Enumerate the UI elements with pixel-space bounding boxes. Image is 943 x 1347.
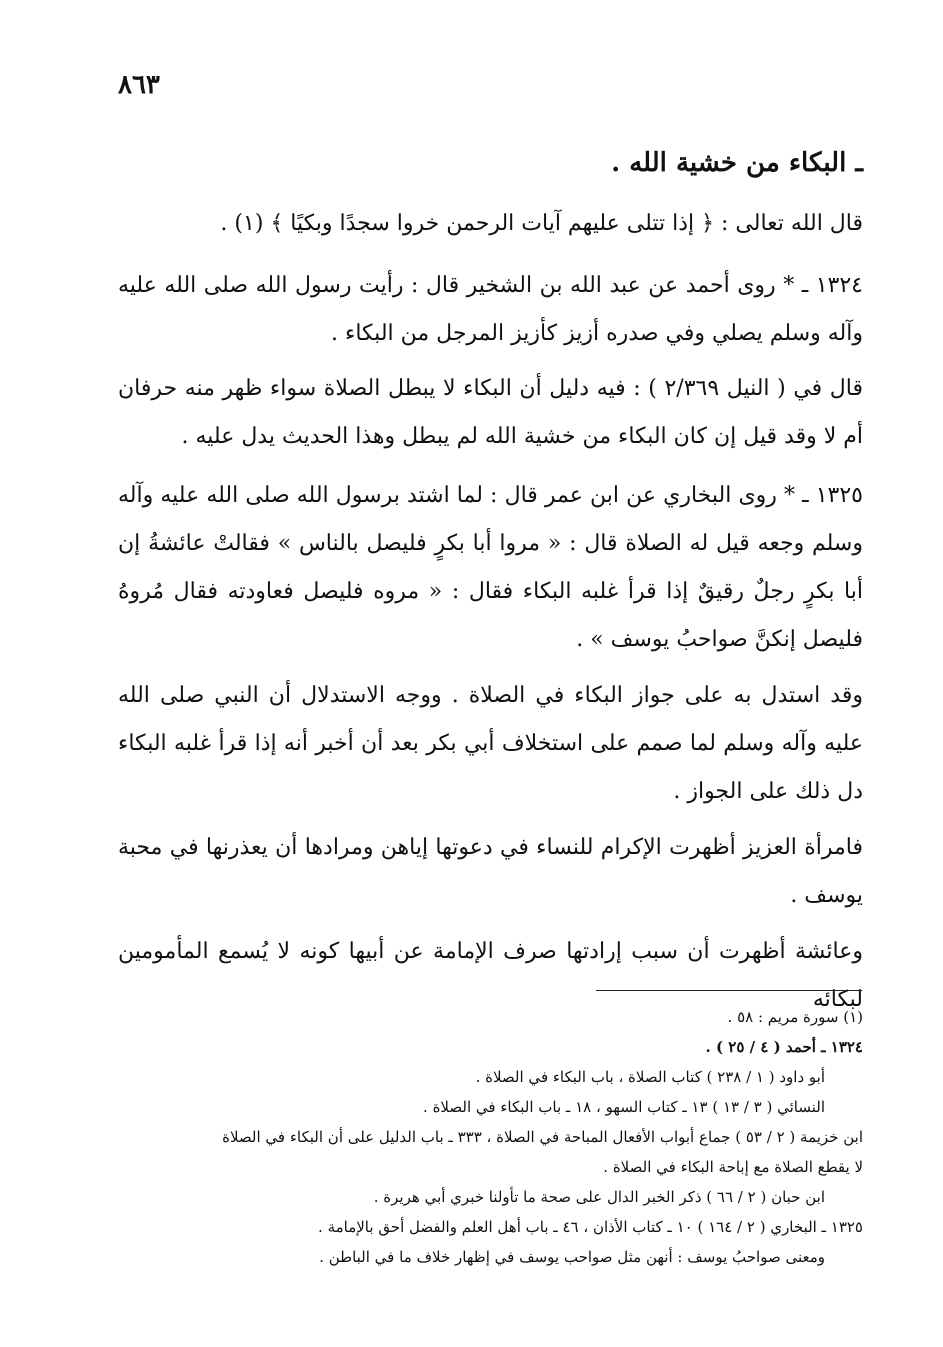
footnote-line: ١٣٢٤ ـ أحمد ( ٤ / ٢٥ ) . bbox=[705, 1038, 863, 1056]
page-number: ٨٦٣ bbox=[118, 70, 160, 100]
nayl-commentary-paragraph: قال في ( النيل ٢/٣٦٩ ) : فيه دليل أن البكاء لا يبطل الصلاة سواء ظهر منه حرفان أم لا وقد قيل إن كان البكاء من خشية الله لم يبطل وهذا الحديث يدل عليه . bbox=[118, 376, 863, 449]
footnote-line: (١) سورة مريم : ٥٨ . bbox=[727, 1008, 863, 1026]
footnote-line: النسائي ( ٣ / ١٣ ) ١٣ ـ كتاب السهو ، ١٨ ـ باب البكاء في الصلاة . bbox=[423, 1098, 825, 1116]
footnote-line: لا يقطع الصلاة مع إباحة البكاء في الصلاة . bbox=[603, 1158, 863, 1176]
aziz-paragraph: فامرأة العزيز أظهرت الإكرام للنساء في دعوتها إياهن ومرادها أن يعذرنها في محبة يوسف . bbox=[118, 835, 863, 908]
footnote-line: ومعنى صواحبُ يوسف : أنهن مثل صواحب يوسف في إظهار خلاف ما في الباطن . bbox=[319, 1248, 825, 1266]
footnote-divider bbox=[596, 990, 862, 991]
footnote-line: ابن خزيمة ( ٢ / ٥٣ ) جماع أبواب الأفعال المباحة في الصلاة ، ٣٣٣ ـ باب الدليل على أن البكاء في الصلاة bbox=[222, 1128, 863, 1146]
footnotes bbox=[103, 1002, 863, 1272]
istidlal-paragraph: وقد استدل به على جواز البكاء في الصلاة . ووجه الاستدلال أن النبي صلى الله عليه وآله وسلم لما صمم على استخلاف أبي بكر بعد أن أخبر أنه إذا قرأ غلبه البكاء دل ذلك على الجواز . bbox=[118, 683, 863, 804]
footnote-line: ابن حبان ( ٢ / ٦٦ ) ذكر الخبر الدال على صحة ما تأولنا خبري أبي هريرة . bbox=[373, 1188, 825, 1206]
hadith-1325-paragraph: ١٣٢٥ ـ * روى البخاري عن ابن عمر قال : لما اشتد برسول الله صلى الله عليه وآله وسلم وجعه قيل له الصلاة قال : « مروا أبا بكرٍ فليصل بالناس » فقالتْ عائشةُ إن أبا بكرٍ رجلٌ رقيقٌ إذا قرأ غلبه البكاء فقال : « مروه فليصل فعاودته فقال مُروهُ فليصل إنكنَّ صواحبُ يوسف » . bbox=[118, 483, 863, 652]
section-heading: ـ البكاء من خشية الله . bbox=[611, 148, 863, 178]
quran-verse-paragraph: قال الله تعالى : ﴿ إذا تتلى عليهم آيات الرحمن خروا سجدًا وبكيًا ﴾ (١) . bbox=[220, 211, 863, 236]
footnote-line: ١٣٢٥ ـ البخاري ( ٢ / ١٦٤ ) ١٠ ـ كتاب الأذان ، ٤٦ ـ باب أهل العلم والفضل أحق بالإمامة . bbox=[318, 1218, 863, 1236]
footnote-line: أبو داود ( ١ / ٢٣٨ ) كتاب الصلاة ، باب البكاء في الصلاة . bbox=[475, 1068, 825, 1086]
hadith-1324-paragraph: ١٣٢٤ ـ * روى أحمد عن عبد الله بن الشخير قال : رأيت رسول الله صلى الله عليه وآله وسلم يصلي وفي صدره أزيز كأزيز المرجل من البكاء . bbox=[118, 273, 863, 346]
aisha-paragraph: وعائشة أظهرت أن سبب إرادتها صرف الإمامة عن أبيها كونه لا يُسمع المأمومين لبكائه bbox=[118, 939, 863, 1012]
